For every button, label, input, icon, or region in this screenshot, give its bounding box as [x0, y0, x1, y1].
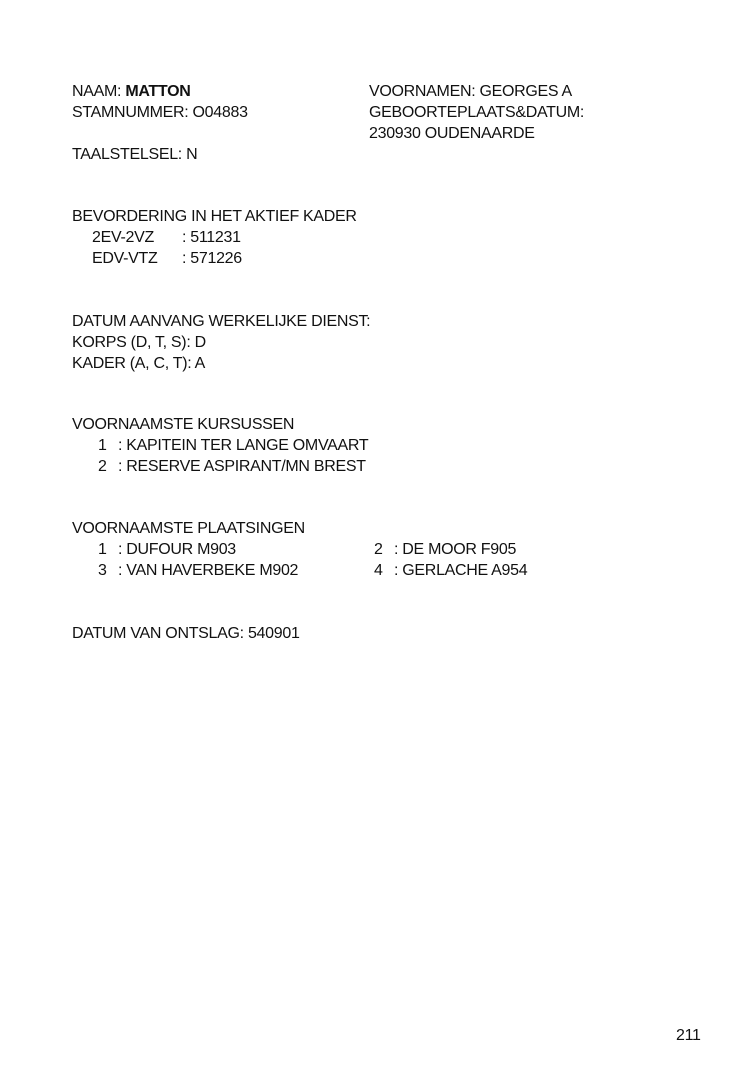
bevordering-date: : 511231 — [182, 229, 241, 246]
naam-value: MATTON — [125, 83, 191, 100]
ontslag: DATUM VAN ONTSLAG: 540901 — [72, 625, 300, 642]
kursus-number: 1 — [98, 437, 107, 454]
kursussen-heading: VOORNAAMSTE KURSUSSEN — [72, 416, 295, 433]
bevordering-heading: BEVORDERING IN HET AKTIEF KADER — [72, 208, 357, 225]
plaatsing-number: 1 — [98, 541, 107, 558]
voornamen: VOORNAMEN: GEORGES A — [369, 83, 572, 100]
kursus-text: : KAPITEIN TER LANGE OMVAART — [118, 437, 369, 454]
plaatsing-text: : GERLACHE A954 — [394, 562, 528, 579]
taalstelsel: TAALSTELSEL: N — [72, 146, 198, 163]
kader: KADER (A, C, T): A — [72, 355, 205, 372]
plaatsing-item — [98, 560, 298, 581]
plaatsing-text: : VAN HAVERBEKE M902 — [118, 562, 299, 579]
page-number: 211 — [676, 1027, 701, 1044]
plaatsing-number: 3 — [98, 562, 107, 579]
kursus-number: 2 — [98, 458, 107, 475]
bevordering-rank: 2EV-2VZ — [92, 229, 154, 246]
plaatsing-item — [98, 539, 236, 560]
stamnummer: STAMNUMMER: O04883 — [72, 104, 248, 121]
plaatsing-number: 2 — [374, 541, 383, 558]
bevordering-rank: EDV-VTZ — [92, 250, 158, 267]
naam-label: NAAM: — [72, 83, 126, 100]
korps: KORPS (D, T, S): D — [72, 334, 206, 351]
plaatsing-item — [374, 539, 516, 560]
plaatsing-text: : DUFOUR M903 — [118, 541, 236, 558]
plaatsing-item — [374, 560, 527, 581]
kursus-item — [98, 435, 368, 456]
kursus-text: : RESERVE ASPIRANT/MN BREST — [118, 458, 366, 475]
plaatsing-number: 4 — [374, 562, 383, 579]
plaatsing-text: : DE MOOR F905 — [394, 541, 517, 558]
bevordering-item — [92, 248, 242, 269]
naam-line — [72, 81, 190, 102]
bevordering-date: : 571226 — [182, 250, 242, 267]
geboorte-label: GEBOORTEPLAATS&DATUM: — [369, 104, 585, 121]
aanvang-dienst: DATUM AANVANG WERKELIJKE DIENST: — [72, 313, 371, 330]
kursus-item — [98, 456, 366, 477]
plaatsingen-heading: VOORNAAMSTE PLAATSINGEN — [72, 520, 305, 537]
bevordering-item — [92, 227, 241, 248]
geboorte-value: 230930 OUDENAARDE — [369, 125, 535, 142]
